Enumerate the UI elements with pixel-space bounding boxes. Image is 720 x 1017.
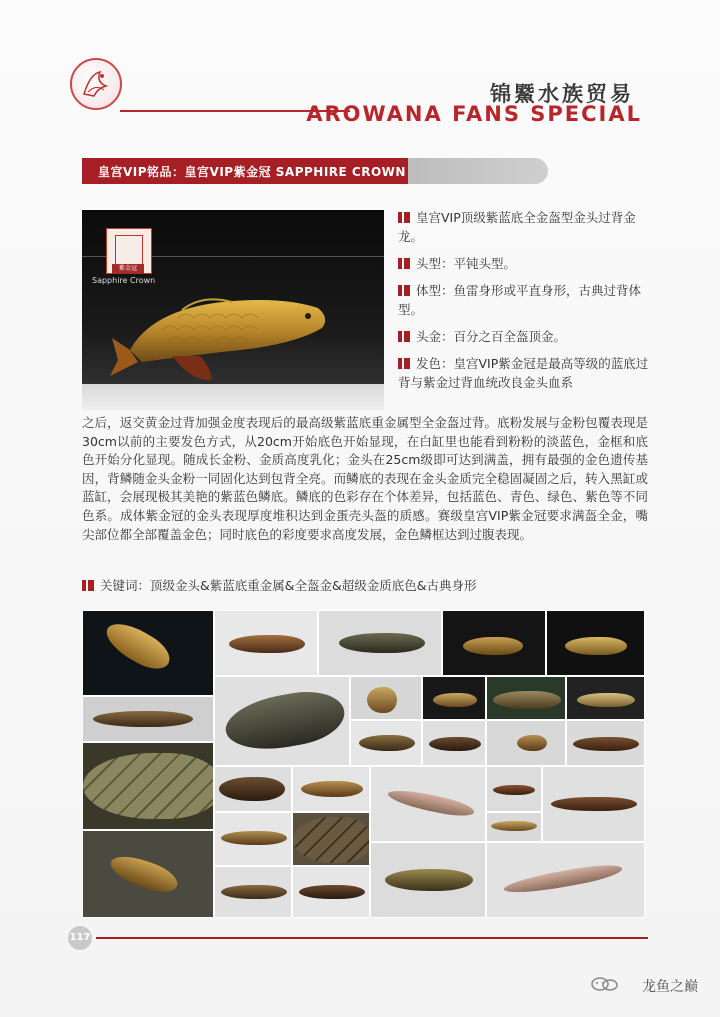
bullet-icon [398, 285, 410, 296]
collage-photo [566, 720, 645, 766]
tank-floor [82, 384, 384, 410]
collage-photo [82, 830, 214, 918]
collage-photo [486, 676, 566, 720]
collage-photo [82, 742, 214, 830]
collage-photo [486, 720, 566, 766]
collage-photo [486, 766, 542, 812]
collage-photo [486, 812, 542, 842]
collage-photo [542, 766, 645, 842]
collage-photo [214, 610, 318, 676]
spec-item: 皇宫VIP顶级紫蓝底全金盔型金头过背金龙。 [398, 210, 636, 244]
collage-photo [370, 842, 486, 918]
collage-photo [214, 866, 292, 918]
collage-photo [370, 766, 486, 842]
collage-photo [442, 610, 546, 676]
hero-fish-photo [82, 210, 384, 410]
collage-photo [566, 676, 645, 720]
bullet-icon [398, 258, 410, 269]
collage-photo [214, 812, 292, 866]
collage-photo [350, 720, 422, 766]
collage-photo [422, 676, 486, 720]
section-title: 皇宫VIP铭品：皇宫VIP紫金冠 SAPPHIRE CROWN [98, 165, 406, 179]
spec-item: 体型：鱼雷身形或平直身形，古典过背体型。 [398, 283, 642, 317]
collage-photo [422, 720, 486, 766]
photo-collage [82, 610, 645, 918]
bullet-icon [398, 212, 410, 223]
keywords-line: 关键词：顶级金头&紫蓝底重金属&全盔金&超级金质底色&古典身形 [82, 576, 648, 594]
wechat-icon [590, 975, 620, 993]
spec-item: 头金：百分之百全盔顶金。 [398, 327, 650, 346]
collage-photo [214, 676, 350, 766]
bullet-icon [398, 331, 410, 342]
brand-name-cn: 锦鱀水族贸易 [490, 81, 634, 106]
collage-photo [292, 812, 370, 866]
collage-photo [486, 842, 645, 918]
collage-photo [318, 610, 442, 676]
brand-logo-icon [70, 58, 122, 110]
footer-divider [96, 937, 648, 939]
bullet-icon [398, 358, 410, 369]
spec-list [398, 208, 650, 400]
bullet-icon [82, 580, 94, 591]
arowana-fish-illustration [82, 210, 384, 410]
watermark-text: 龙鱼之巅 [642, 979, 698, 995]
photo-caption: Sapphire Crown [92, 276, 156, 285]
collage-photo [82, 610, 214, 696]
collage-photo [350, 676, 422, 720]
stamp-tag: 紫金冠 [112, 264, 144, 274]
collage-photo [214, 766, 292, 812]
page-number: 117 [68, 926, 92, 950]
collage-photo [546, 610, 645, 676]
collage-photo [292, 866, 370, 918]
spec-item: 头型：平钝头型。 [398, 254, 650, 273]
description-paragraph: 之后，返交黄金过背加强金度表现后的最高级紫蓝底重金属型全金盔过背。底粉发展与金粉包覆表现是30cm以前的主要发色方式，从20cm开始底色开始显现，在白缸里也能看到粉粉的淡蓝色，金框和底色开始分化显现。随成长金粉、金质高度乳化；金头在25cm级即可达到满盖，拥有最强的金色遗传基因，背鳞随金头金粉一同固化达到包背全亮。而鳞底的表现在金头金质完全稳固凝固之后，转入黑缸或蓝缸，会展现极其美艳的紫蓝色鳞底。鳞底的色彩存在个体差异，包括蓝色、青色、绿色、紫色等不同色系。成体紫金冠的金头表现厚度堆积达到金蛋壳头盔的质感。赛级皇宫VIP紫金冠要求满盔全金，嘴尖部位都全部覆盖金色；同时底色的彩度要求高度发展，金色鳞框达到过腹表现。 [82, 415, 648, 542]
brand-name-en: AROWANA FANS SPECIAL [306, 102, 642, 126]
spec-item: 发色：皇宫VIP紫金冠是最高等级的蓝底过背与紫金过背血统改良金头血系 [398, 356, 649, 390]
collage-photo [292, 766, 370, 812]
collage-photo [82, 696, 214, 742]
